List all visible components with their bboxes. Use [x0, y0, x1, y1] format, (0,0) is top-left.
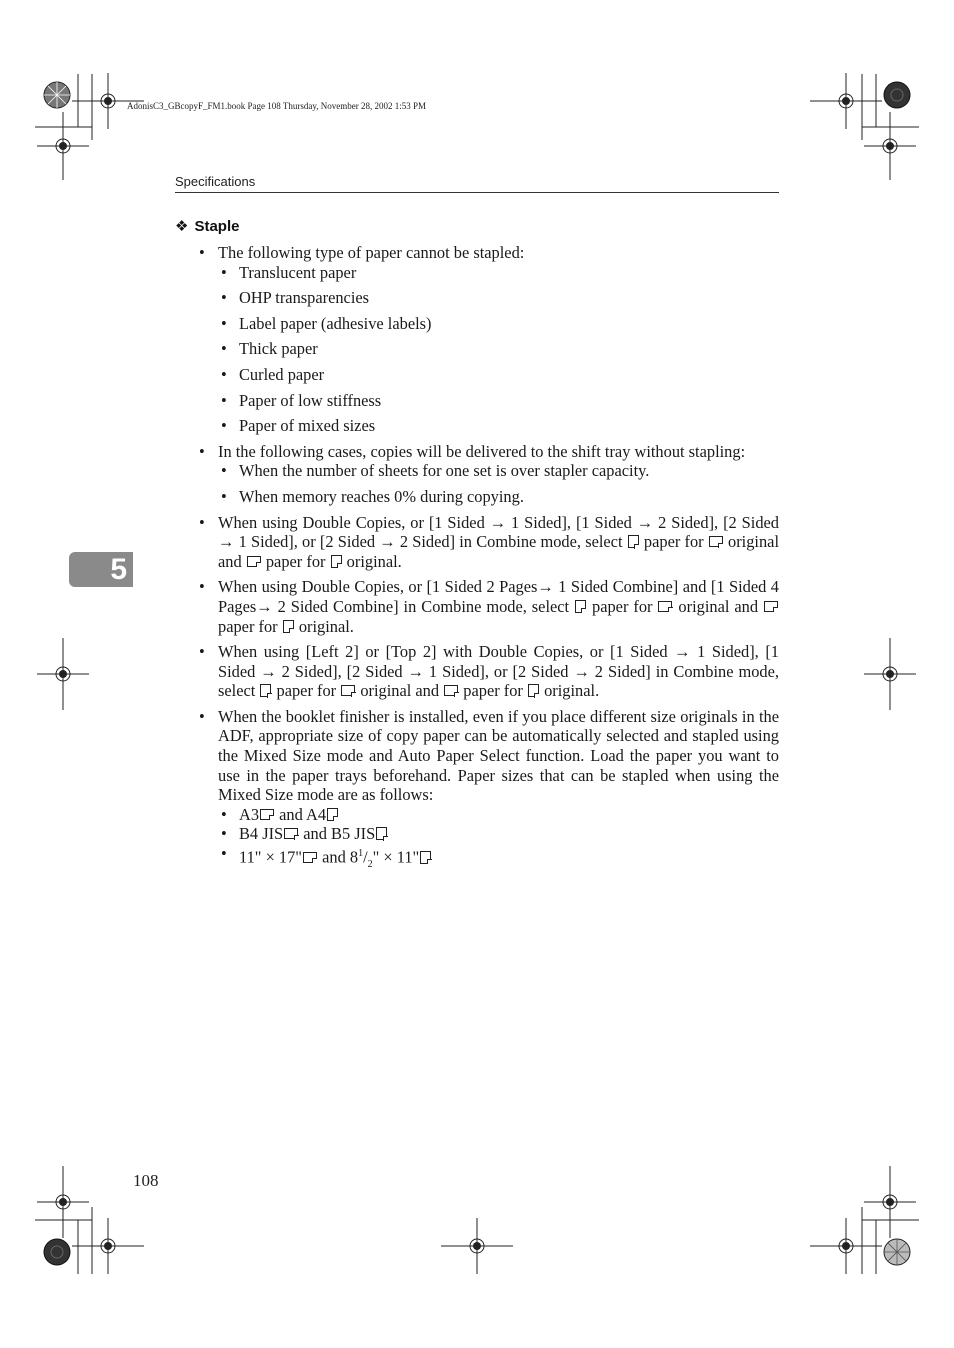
list-item: [197, 513, 779, 572]
size-text: 11" × 17": [239, 847, 302, 867]
page-number: 108: [133, 1171, 159, 1190]
list-item: [197, 707, 779, 875]
item-text: When the booklet finisher is installed, even if you place different size originals in the ADF, appropriate size of copy paper can be automatically selected and stapled using the Mixed Size mode and Auto Paper Select function. Load the paper you want to use in the paper trays beforehand. Paper sizes that can be stapled when using the Mixed Size mode are as follows:: [218, 706, 779, 805]
size-text: B4 JIS: [239, 824, 284, 844]
list-item: [197, 642, 779, 701]
list-item: • Label paper (adhesive labels): [218, 314, 779, 334]
list-item: [197, 243, 779, 436]
item-text: original and: [673, 596, 763, 616]
landscape-paper-icon: [658, 601, 672, 612]
portrait-paper-icon: [528, 684, 539, 697]
size-text: and A4: [275, 804, 327, 824]
list-item: • When the number of sheets for one set is over stapler capacity.: [218, 461, 779, 481]
header-rule: [175, 192, 779, 193]
landscape-paper-icon: [284, 828, 298, 839]
size-text: A3: [239, 804, 260, 824]
list-item: [197, 577, 779, 636]
list-item: • Paper of mixed sizes: [218, 416, 779, 436]
portrait-paper-icon: [260, 684, 271, 697]
size-text: " × 11": [372, 847, 420, 867]
landscape-paper-icon: [260, 809, 274, 820]
portrait-paper-icon: [327, 808, 338, 821]
item-text: When using Double Copies, or [1 Sided → 1 Sided], [1 Sided → 2 Sided], [2 Sided → 1 Sided], or [2 Sided → 2 Sided] in Combine mode, select: [218, 512, 779, 552]
item-text: paper for: [218, 616, 282, 636]
list-item: • Curled paper: [218, 365, 779, 385]
item-text: original and: [356, 681, 444, 701]
running-head: Specifications: [175, 174, 256, 189]
landscape-paper-icon: [444, 685, 458, 696]
item-text: paper for: [459, 681, 527, 701]
list-item: • Translucent paper: [218, 263, 779, 283]
item-text: In the following cases, copies will be delivered to the shift tray without stapling:: [218, 441, 746, 461]
item-text: paper for: [639, 532, 708, 552]
section-heading: [175, 217, 239, 235]
item-text: original.: [294, 616, 354, 636]
item-text: paper for: [272, 681, 341, 701]
item-text: When using Double Copies, or [1 Sided 2 Pages→ 1 Sided Combine] and [1 Sided 4 Pages→ 2 Sided Combine] in Combine mode, select: [218, 577, 779, 616]
staple-content: [197, 243, 779, 880]
item-text: paper for: [261, 551, 330, 571]
list-item: [218, 824, 779, 844]
portrait-paper-icon: [283, 620, 294, 633]
size-text: and B5 JIS: [299, 824, 376, 844]
landscape-paper-icon: [709, 536, 723, 547]
item-text: paper for: [587, 596, 658, 616]
fraction-numerator: 1: [358, 848, 364, 860]
section-title: Staple: [194, 218, 240, 235]
portrait-paper-icon: [628, 535, 639, 548]
size-text: and 8: [318, 847, 359, 867]
list-item: [197, 442, 779, 507]
landscape-paper-icon: [341, 685, 355, 696]
portrait-paper-icon: [376, 827, 387, 840]
list-item: • Paper of low stiffness: [218, 391, 779, 411]
chapter-tab: 5: [69, 552, 133, 587]
portrait-paper-icon: [420, 851, 431, 864]
item-text: original.: [540, 681, 600, 701]
item-text: original and: [218, 532, 780, 571]
portrait-paper-icon: [331, 555, 342, 568]
diamond-bullet-icon: ❖: [175, 218, 189, 235]
list-item: • OHP transparencies: [218, 288, 779, 308]
fraction-denominator: 2: [367, 858, 373, 870]
item-text: The following type of paper cannot be stapled:: [218, 243, 525, 262]
landscape-paper-icon: [764, 601, 778, 612]
portrait-paper-icon: [575, 600, 586, 613]
list-item: [218, 844, 779, 874]
list-item: • Thick paper: [218, 339, 779, 359]
book-file-header: AdonisC3_GBcopyF_FM1.book Page 108 Thursday, November 28, 2002 1:53 PM: [127, 101, 426, 111]
fraction-slash: /: [363, 847, 368, 867]
item-text: original.: [342, 551, 402, 571]
list-item: • When memory reaches 0% during copying.: [218, 487, 779, 507]
list-item: [218, 805, 779, 825]
landscape-paper-icon: [247, 556, 261, 567]
landscape-paper-icon: [303, 852, 317, 863]
item-text: When using [Left 2] or [Top 2] with Double Copies, or [1 Sided → 1 Sided], [1 Sided → 2 Sided], [2 Sided → 1 Sided], or [2 Sided → 2 Sided] in Combine mode, select: [218, 642, 779, 701]
